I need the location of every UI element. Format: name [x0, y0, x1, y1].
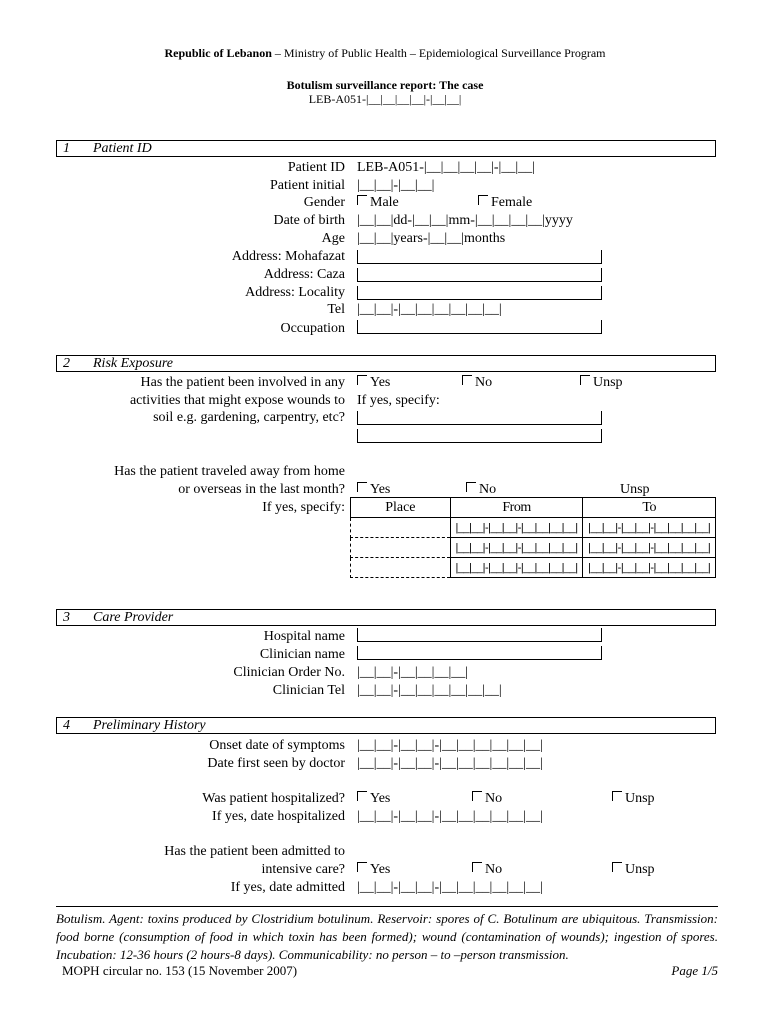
icu-date-field[interactable]: |__|__|-|__|__|-|__|__|__|__|__|__| — [357, 880, 543, 895]
dob-field[interactable]: |__|__|dd-|__|__|mm-|__|__|__|__|yyyy — [357, 213, 573, 228]
option-label: Female — [491, 195, 533, 210]
hospitalized-yes-checkbox[interactable] — [357, 790, 390, 807]
section-number: 1 — [63, 141, 70, 156]
checkbox-icon — [357, 195, 367, 205]
option-label: Unsp — [625, 791, 655, 806]
checkbox-icon — [466, 482, 476, 492]
exposure-unsp-checkbox[interactable] — [580, 374, 623, 391]
republic-label: Republic of Lebanon — [164, 46, 272, 60]
tel-field[interactable]: |__|__|-|__|__|__|__|__|__| — [357, 302, 502, 317]
checkbox-icon — [462, 375, 472, 385]
patient-initial-field[interactable]: |__|__|-|__|__| — [357, 178, 435, 193]
checkbox-icon — [357, 862, 367, 872]
to-date-field[interactable]: |__|__|-|__|__|-|__|__|__|__| — [583, 518, 716, 538]
exposure-yes-checkbox[interactable] — [357, 374, 390, 391]
locality-label: Address: Locality — [245, 285, 345, 300]
icu-question-line2: intensive care? — [261, 862, 345, 877]
section-title: Patient ID — [93, 141, 152, 156]
hospital-name-field[interactable] — [357, 628, 602, 642]
place-column-header: Place — [351, 498, 451, 518]
section-4-header — [56, 717, 716, 734]
option-label: Unsp — [620, 482, 650, 497]
exposure-question-line1: Has the patient been involved in any — [140, 375, 345, 390]
section-title: Care Provider — [93, 610, 174, 625]
travel-question-line2: or overseas in the last month? — [178, 482, 345, 497]
option-label: Unsp — [593, 375, 623, 390]
travel-table-header — [351, 498, 716, 518]
option-label: No — [475, 375, 493, 390]
ministry-program-label: – Ministry of Public Health – Epidemiological Surveillance Program — [271, 46, 606, 60]
section-2-header — [56, 355, 716, 372]
exposure-question-line2: activities that might expose wounds to — [129, 393, 345, 408]
icu-unsp-checkbox[interactable] — [612, 861, 655, 878]
hospitalized-unsp-checkbox[interactable] — [612, 790, 655, 807]
place-field[interactable] — [351, 558, 451, 578]
section-number: 2 — [63, 356, 70, 371]
option-label: Yes — [370, 862, 391, 877]
clinician-order-field[interactable]: |__|__|-|__|__|__|__| — [357, 665, 469, 680]
onset-date-label: Onset date of symptoms — [209, 738, 345, 753]
clinician-name-label: Clinician name — [259, 647, 345, 662]
checkbox-icon — [472, 862, 482, 872]
icu-no-checkbox[interactable] — [472, 861, 502, 878]
seen-date-label: Date first seen by doctor — [207, 756, 345, 771]
checkbox-icon — [357, 791, 367, 801]
gender-label: Gender — [303, 195, 345, 210]
from-date-field[interactable]: |__|__|-|__|__|-|__|__|__|__| — [450, 538, 583, 558]
locality-field[interactable] — [357, 286, 602, 300]
option-label: Unsp — [625, 862, 655, 877]
exposure-specify-field-2[interactable] — [357, 429, 602, 443]
travel-row — [351, 558, 716, 578]
exposure-no-checkbox[interactable] — [462, 374, 492, 391]
section-number: 3 — [63, 610, 70, 625]
section-1-header — [56, 140, 716, 157]
travel-unsp-checkbox[interactable] — [620, 481, 650, 498]
travel-question-line1: Has the patient traveled away from home — [114, 464, 345, 479]
exposure-specify-field-1[interactable] — [357, 411, 602, 425]
tel-label: Tel — [327, 302, 345, 317]
option-label: Male — [370, 195, 399, 210]
travel-yes-checkbox[interactable] — [357, 481, 390, 498]
occupation-label: Occupation — [280, 321, 345, 336]
checkbox-icon — [357, 482, 367, 492]
from-date-field[interactable]: |__|__|-|__|__|-|__|__|__|__| — [450, 558, 583, 578]
age-field[interactable]: |__|__|years-|__|__|months — [357, 231, 506, 246]
age-label: Age — [321, 231, 345, 246]
report-title: Botulism surveillance report: The case — [286, 78, 484, 92]
icu-date-label: If yes, date admitted — [230, 880, 345, 895]
botulism-note: Botulism. Agent: toxins produced by Clostridium botulinum. Reservoir: spores of C. Botulinum are ubiquitous. Transmission: food borne (consumption of food in which toxin has been formed); wound (contamination of wounds); ingestion of spores. Incubation: 12-36 hours (2 hours-8 days). Communicability: no person – to –person transmission. — [56, 911, 718, 962]
icu-question-line1: Has the patient been admitted to — [164, 844, 345, 859]
icu-yes-checkbox[interactable] — [357, 861, 390, 878]
footer-divider — [56, 906, 718, 907]
clinician-order-label: Clinician Order No. — [233, 665, 345, 680]
place-field[interactable] — [351, 538, 451, 558]
section-title: Preliminary History — [93, 718, 206, 733]
report-code: LEB-A051-|__|__|__|__|-|__|__| — [308, 92, 462, 106]
option-label: No — [485, 791, 503, 806]
hospitalized-date-label: If yes, date hospitalized — [212, 809, 345, 824]
checkbox-icon — [357, 375, 367, 385]
hospital-name-label: Hospital name — [263, 629, 345, 644]
patient-initial-label: Patient initial — [269, 178, 345, 193]
from-date-field[interactable]: |__|__|-|__|__|-|__|__|__|__| — [450, 518, 583, 538]
exposure-specify-label: If yes, specify: — [357, 393, 440, 408]
onset-date-field[interactable]: |__|__|-|__|__|-|__|__|__|__|__|__| — [357, 738, 543, 753]
option-label: Yes — [370, 375, 391, 390]
page-number: Page 1/5 — [671, 963, 718, 978]
dob-label: Date of birth — [273, 213, 345, 228]
clinician-tel-field[interactable]: |__|__|-|__|__|__|__|__|__| — [357, 683, 502, 698]
clinician-name-field[interactable] — [357, 646, 602, 660]
to-date-field[interactable]: |__|__|-|__|__|-|__|__|__|__| — [583, 558, 716, 578]
to-column-header: To — [583, 498, 716, 518]
hospitalized-question: Was patient hospitalized? — [202, 791, 345, 806]
caza-field[interactable] — [357, 268, 602, 282]
clinician-tel-label: Clinician Tel — [272, 683, 345, 698]
exposure-question-line3: soil e.g. gardening, carpentry, etc? — [153, 410, 345, 425]
travel-row — [351, 538, 716, 558]
from-column-header: From — [450, 498, 583, 518]
ministry-header — [0, 46, 770, 61]
checkbox-icon — [580, 375, 590, 385]
to-date-field[interactable]: |__|__|-|__|__|-|__|__|__|__| — [583, 538, 716, 558]
hospitalized-no-checkbox[interactable] — [472, 790, 502, 807]
checkbox-icon — [472, 791, 482, 801]
option-label: No — [479, 482, 497, 497]
checkbox-icon — [612, 862, 622, 872]
patient-id-field[interactable]: LEB-A051-|__|__|__|__|-|__|__| — [357, 160, 535, 175]
section-number: 4 — [63, 718, 70, 733]
section-title: Risk Exposure — [93, 356, 173, 371]
hospitalized-date-field[interactable]: |__|__|-|__|__|-|__|__|__|__|__|__| — [357, 809, 543, 824]
patient-id-label: Patient ID — [287, 160, 345, 175]
travel-row — [351, 518, 716, 538]
caza-label: Address: Caza — [263, 267, 345, 282]
mohafazat-field[interactable] — [357, 250, 602, 264]
travel-table — [350, 497, 716, 578]
option-label: Yes — [370, 482, 391, 497]
mohafazat-label: Address: Mohafazat — [231, 249, 345, 264]
travel-no-checkbox[interactable] — [466, 481, 496, 498]
option-label: Yes — [370, 791, 391, 806]
gender-female-checkbox[interactable] — [478, 194, 532, 211]
option-label: No — [485, 862, 503, 877]
checkbox-icon — [478, 195, 488, 205]
seen-date-field[interactable]: |__|__|-|__|__|-|__|__|__|__|__|__| — [357, 756, 543, 771]
checkbox-icon — [612, 791, 622, 801]
gender-male-checkbox[interactable] — [357, 194, 399, 211]
travel-specify-label: If yes, specify: — [262, 500, 345, 515]
section-3-header — [56, 609, 716, 626]
place-field[interactable] — [351, 518, 451, 538]
circular-reference: MOPH circular no. 153 (15 November 2007) — [62, 963, 298, 978]
occupation-field[interactable] — [357, 320, 602, 334]
